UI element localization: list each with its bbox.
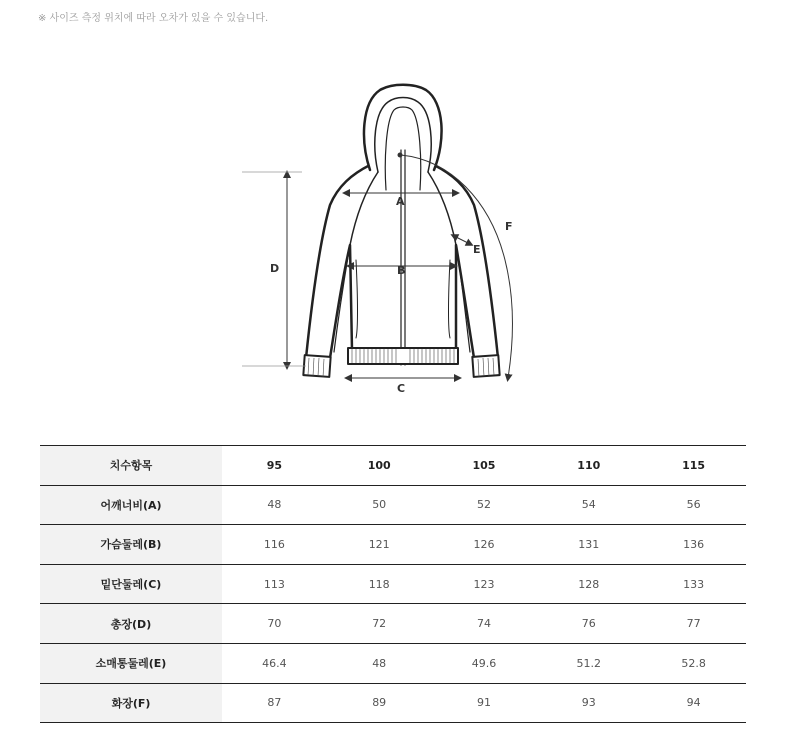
label-c: C — [397, 382, 406, 395]
neck-point — [398, 153, 403, 158]
size-header: 100 — [327, 446, 432, 486]
row-label: 밑단둘레(C) — [40, 564, 222, 604]
table-cell: 94 — [641, 683, 746, 723]
table-cell: 70 — [222, 604, 327, 644]
row-label: 화장(F) — [40, 683, 222, 723]
label-d: D — [270, 262, 280, 275]
table-cell: 48 — [327, 643, 432, 683]
table-cell: 118 — [327, 564, 432, 604]
label-b: B — [397, 264, 406, 277]
size-note: ※ 사이즈 측정 위치에 따라 오차가 있을 수 있습니다. — [38, 13, 269, 24]
size-header: 115 — [641, 446, 746, 486]
table-cell: 52.8 — [641, 643, 746, 683]
table-cell: 136 — [641, 525, 746, 565]
table-cell: 50 — [327, 485, 432, 525]
size-table — [40, 445, 746, 723]
table-row — [40, 485, 746, 525]
table-cell: 74 — [432, 604, 537, 644]
table-cell: 76 — [536, 604, 641, 644]
table-cell: 128 — [536, 564, 641, 604]
size-header: 110 — [536, 446, 641, 486]
table-cell: 48 — [222, 485, 327, 525]
header-label: 치수항목 — [40, 446, 222, 486]
label-f: F — [505, 220, 513, 233]
table-cell: 49.6 — [432, 643, 537, 683]
table-cell: 133 — [641, 564, 746, 604]
table-cell: 46.4 — [222, 643, 327, 683]
row-label: 소매통둘레(E) — [40, 643, 222, 683]
table-row — [40, 683, 746, 723]
table-row — [40, 643, 746, 683]
table-cell: 91 — [432, 683, 537, 723]
hoodie-illustration — [303, 85, 499, 377]
table-cell: 87 — [222, 683, 327, 723]
label-e: E — [473, 243, 481, 256]
table-cell: 93 — [536, 683, 641, 723]
table-header-row — [40, 446, 746, 486]
table-cell: 113 — [222, 564, 327, 604]
table-cell: 131 — [536, 525, 641, 565]
size-header: 105 — [432, 446, 537, 486]
table-cell: 77 — [641, 604, 746, 644]
table-row — [40, 525, 746, 565]
table-cell: 52 — [432, 485, 537, 525]
row-label: 총장(D) — [40, 604, 222, 644]
table-cell: 72 — [327, 604, 432, 644]
table-cell: 51.2 — [536, 643, 641, 683]
table-cell: 121 — [327, 525, 432, 565]
table-cell: 126 — [432, 525, 537, 565]
table-cell: 54 — [536, 485, 641, 525]
table-cell: 123 — [432, 564, 537, 604]
table-row — [40, 604, 746, 644]
table-row — [40, 564, 746, 604]
row-label: 가슴둘레(B) — [40, 525, 222, 565]
table-cell: 116 — [222, 525, 327, 565]
size-header: 95 — [222, 446, 327, 486]
table-cell: 89 — [327, 683, 432, 723]
table-cell: 56 — [641, 485, 746, 525]
label-a: A — [396, 195, 405, 208]
row-label: 어깨너비(A) — [40, 485, 222, 525]
